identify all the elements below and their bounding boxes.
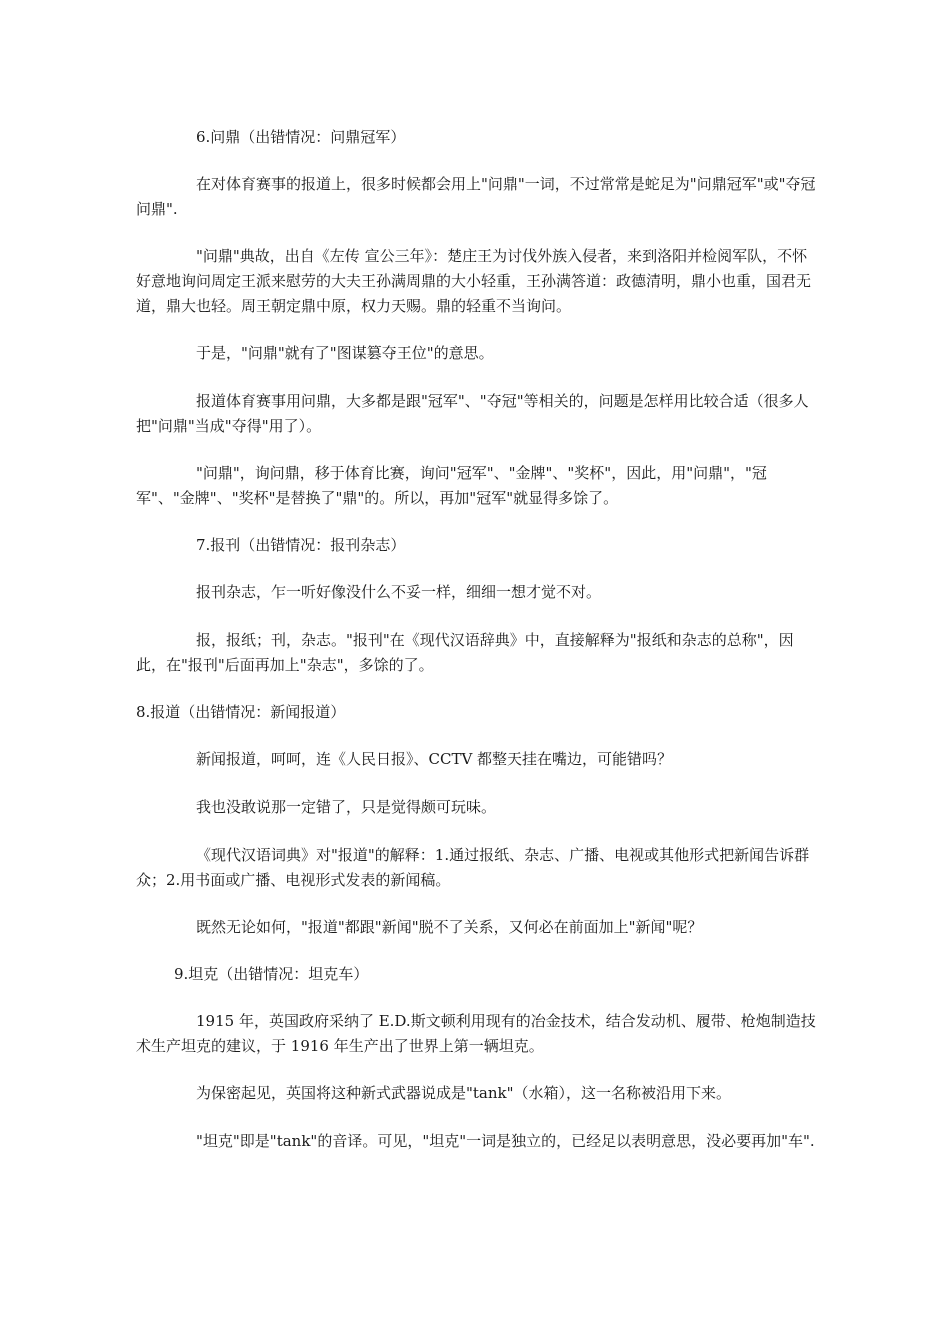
paragraph: 既然无论如何，"报道"都跟"新闻"脱不了关系，又何必在前面加上"新闻"呢？	[196, 918, 703, 936]
paragraph: 报，报纸；刊，杂志。"报刊"在《现代汉语辞典》中，直接解释为"报纸和杂志的总称"，因此，在"报刊"后面再加上"杂志"，多馀的了。	[136, 631, 794, 674]
section-heading-9: 9.坦克（出错情况：坦克车）	[174, 965, 369, 983]
paragraph: 报道体育赛事用问鼎，大多都是跟"冠军"、"夺冠"等相关的，问题是怎样用比较合适（很多人把"问鼎"当成"夺得"用了）。	[136, 392, 809, 435]
section-heading-6: 6.问鼎（出错情况：问鼎冠军）	[196, 128, 406, 146]
paragraph: 于是，"问鼎"就有了"图谋篡夺王位"的意思。	[196, 344, 494, 362]
paragraph: 为保密起见，英国将这种新式武器说成是"tank"（水箱），这一名称被沿用下来。	[196, 1084, 732, 1102]
paragraph: 新闻报道，呵呵，连《人民日报》、CCTV 都整天挂在嘴边，可能错吗？	[196, 750, 673, 768]
paragraph: 我也没敢说那一定错了，只是觉得颇可玩味。	[196, 798, 497, 816]
paragraph: "问鼎"，询问鼎，移于体育比赛，询问"冠军"、"金牌"、"奖杯"，因此，用"问鼎"，"冠军"、"金牌"、"奖杯"是替换了"鼎"的。所以，再加"冠军"就显得多馀了。	[136, 464, 767, 507]
paragraph: "问鼎"典故，出自《左传 宣公三年》：楚庄王为讨伐外族入侵者，来到洛阳并检阅军队，不怀好意地询问周定王派来慰劳的大夫王孙满周鼎的大小轻重，王孙满答道：政德清明，鼎小也重，国君无道，鼎大也轻。周王朝定鼎中原，权力天赐。鼎的轻重不当询问。	[136, 247, 812, 315]
section-heading-8: 8.报道（出错情况：新闻报道）	[136, 703, 346, 721]
paragraph: 《现代汉语词典》对"报道"的解释：1.通过报纸、杂志、广播、电视或其他形式把新闻告诉群众；2.用书面或广播、电视形式发表的新闻稿。	[136, 846, 810, 889]
section-heading-7: 7.报刊（出错情况：报刊杂志）	[196, 536, 406, 554]
paragraph: 在对体育赛事的报道上，很多时候都会用上"问鼎"一词，不过常常是蛇足为"问鼎冠军"或"夺冠问鼎".	[136, 175, 816, 218]
paragraph: 1915 年，英国政府采纳了 E.D.斯文顿利用现有的冶金技术，结合发动机、履带、枪炮制造技术生产坦克的建议，于 1916 年生产出了世界上第一辆坦克。	[136, 1012, 816, 1055]
paragraph: "坦克"即是"tank"的音译。可见，"坦克"一词是独立的，已经足以表明意思，没必要再加"车".	[196, 1132, 815, 1150]
paragraph: 报刊杂志，乍一听好像没什么不妥一样，细细一想才觉不对。	[196, 583, 602, 601]
